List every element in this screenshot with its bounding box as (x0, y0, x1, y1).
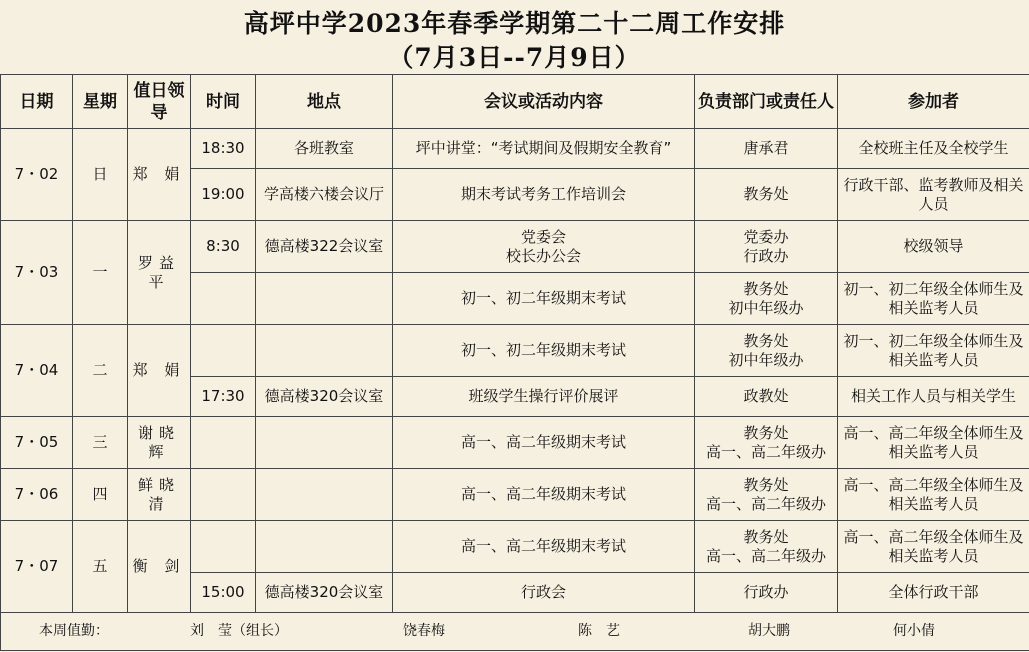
weekday-cell: 二 (73, 325, 128, 417)
table-row (1, 521, 1029, 573)
leader-cell: 罗益平 (128, 221, 191, 325)
content-cell: 高一、高二年级期末考试 (393, 469, 695, 521)
weekday-cell: 三 (73, 417, 128, 469)
time-cell (191, 521, 256, 573)
time-cell: 17:30 (191, 377, 256, 417)
content-cell: 行政会 (393, 573, 695, 613)
participants-cell: 高一、高二年级全体师生及相关监考人员 (838, 469, 1029, 521)
participants-cell: 全校班主任及全校学生 (838, 129, 1029, 169)
content-cell: 党委会 校长办公会 (393, 221, 695, 273)
table-row (1, 417, 1029, 469)
time-cell (191, 273, 256, 325)
leader-cell: 鲜晓清 (128, 469, 191, 521)
time-cell (191, 417, 256, 469)
place-cell: 各班教室 (256, 129, 393, 169)
responsible-cell: 党委办 行政办 (695, 221, 838, 273)
content-cell: 高一、高二年级期末考试 (393, 521, 695, 573)
duty-name: 饶春梅 (403, 623, 445, 639)
schedule-table (0, 74, 1029, 651)
responsible-cell: 政教处 (695, 377, 838, 417)
leader-cell: 郑 娟 (128, 325, 191, 417)
leader-cell: 衡 剑 (128, 521, 191, 613)
content-cell: 高一、高二年级期末考试 (393, 417, 695, 469)
header-date: 日期 (1, 75, 73, 129)
place-cell: 学高楼六楼会议厅 (256, 169, 393, 221)
header-participants: 参加者 (838, 75, 1029, 129)
responsible-cell: 行政办 (695, 573, 838, 613)
header-weekday: 星期 (73, 75, 128, 129)
duty-name: 陈 艺 (578, 623, 620, 639)
table-row (1, 469, 1029, 521)
participants-cell: 初一、初二年级全体师生及相关监考人员 (838, 325, 1029, 377)
page-subtitle: （7月3日--7月9日） (388, 43, 641, 72)
place-cell: 德高楼320会议室 (256, 573, 393, 613)
date-cell: 7・03 (1, 221, 73, 325)
date-cell: 7・04 (1, 325, 73, 417)
participants-cell: 行政干部、监考教师及相关人员 (838, 169, 1029, 221)
header-responsible: 负责部门或责任人 (695, 75, 838, 129)
content-cell: 班级学生操行评价展评 (393, 377, 695, 417)
responsible-cell: 教务处 初中年级办 (695, 325, 838, 377)
leader-cell: 谢晓辉 (128, 417, 191, 469)
header-time: 时间 (191, 75, 256, 129)
responsible-cell: 教务处 高一、高二年级办 (695, 469, 838, 521)
date-cell: 7・05 (1, 417, 73, 469)
responsible-cell: 教务处 (695, 169, 838, 221)
content-cell: 期末考试考务工作培训会 (393, 169, 695, 221)
header-content: 会议或活动内容 (393, 75, 695, 129)
content-cell: 初一、初二年级期末考试 (393, 325, 695, 377)
date-cell: 7・07 (1, 521, 73, 613)
place-cell (256, 521, 393, 573)
duty-name: 刘 莹（组长） (190, 623, 288, 639)
place-cell (256, 417, 393, 469)
participants-cell: 初一、初二年级全体师生及相关监考人员 (838, 273, 1029, 325)
responsible-cell: 教务处 高一、高二年级办 (695, 521, 838, 573)
header-row (1, 75, 1029, 129)
content-cell: 坪中讲堂：“考试期间及假期安全教育” (393, 129, 695, 169)
weekday-cell: 日 (73, 129, 128, 221)
duty-label: 本周值勤： (39, 623, 109, 639)
responsible-cell: 唐承君 (695, 129, 838, 169)
content-cell: 初一、初二年级期末考试 (393, 273, 695, 325)
table-row (1, 129, 1029, 169)
duty-row (1, 613, 1029, 651)
weekday-cell: 一 (73, 221, 128, 325)
duty-name: 何小倩 (893, 623, 935, 639)
page-title: 高坪中学2023年春季学期第二十二周工作安排 (243, 9, 786, 38)
time-cell: 18:30 (191, 129, 256, 169)
date-cell: 7・06 (1, 469, 73, 521)
place-cell: 德高楼320会议室 (256, 377, 393, 417)
leader-cell: 郑 娟 (128, 129, 191, 221)
place-cell (256, 469, 393, 521)
participants-cell: 全体行政干部 (838, 573, 1029, 613)
duty-roster (4, 622, 1026, 641)
header-place: 地点 (256, 75, 393, 129)
place-cell (256, 273, 393, 325)
responsible-cell: 教务处 高一、高二年级办 (695, 417, 838, 469)
time-cell (191, 325, 256, 377)
duty-cell (1, 613, 1029, 651)
time-cell: 19:00 (191, 169, 256, 221)
participants-cell: 高一、高二年级全体师生及相关监考人员 (838, 417, 1029, 469)
header-leader: 值日领导 (128, 75, 191, 129)
table-row (1, 221, 1029, 273)
responsible-cell: 教务处 初中年级办 (695, 273, 838, 325)
duty-name: 胡大鹏 (748, 623, 790, 639)
table-row (1, 325, 1029, 377)
participants-cell: 相关工作人员与相关学生 (838, 377, 1029, 417)
schedule-body (1, 129, 1029, 613)
place-cell (256, 325, 393, 377)
time-cell (191, 469, 256, 521)
time-cell: 8:30 (191, 221, 256, 273)
participants-cell: 高一、高二年级全体师生及相关监考人员 (838, 521, 1029, 573)
date-cell: 7・02 (1, 129, 73, 221)
weekday-cell: 四 (73, 469, 128, 521)
time-cell: 15:00 (191, 573, 256, 613)
participants-cell: 校级领导 (838, 221, 1029, 273)
weekday-cell: 五 (73, 521, 128, 613)
place-cell: 德高楼322会议室 (256, 221, 393, 273)
